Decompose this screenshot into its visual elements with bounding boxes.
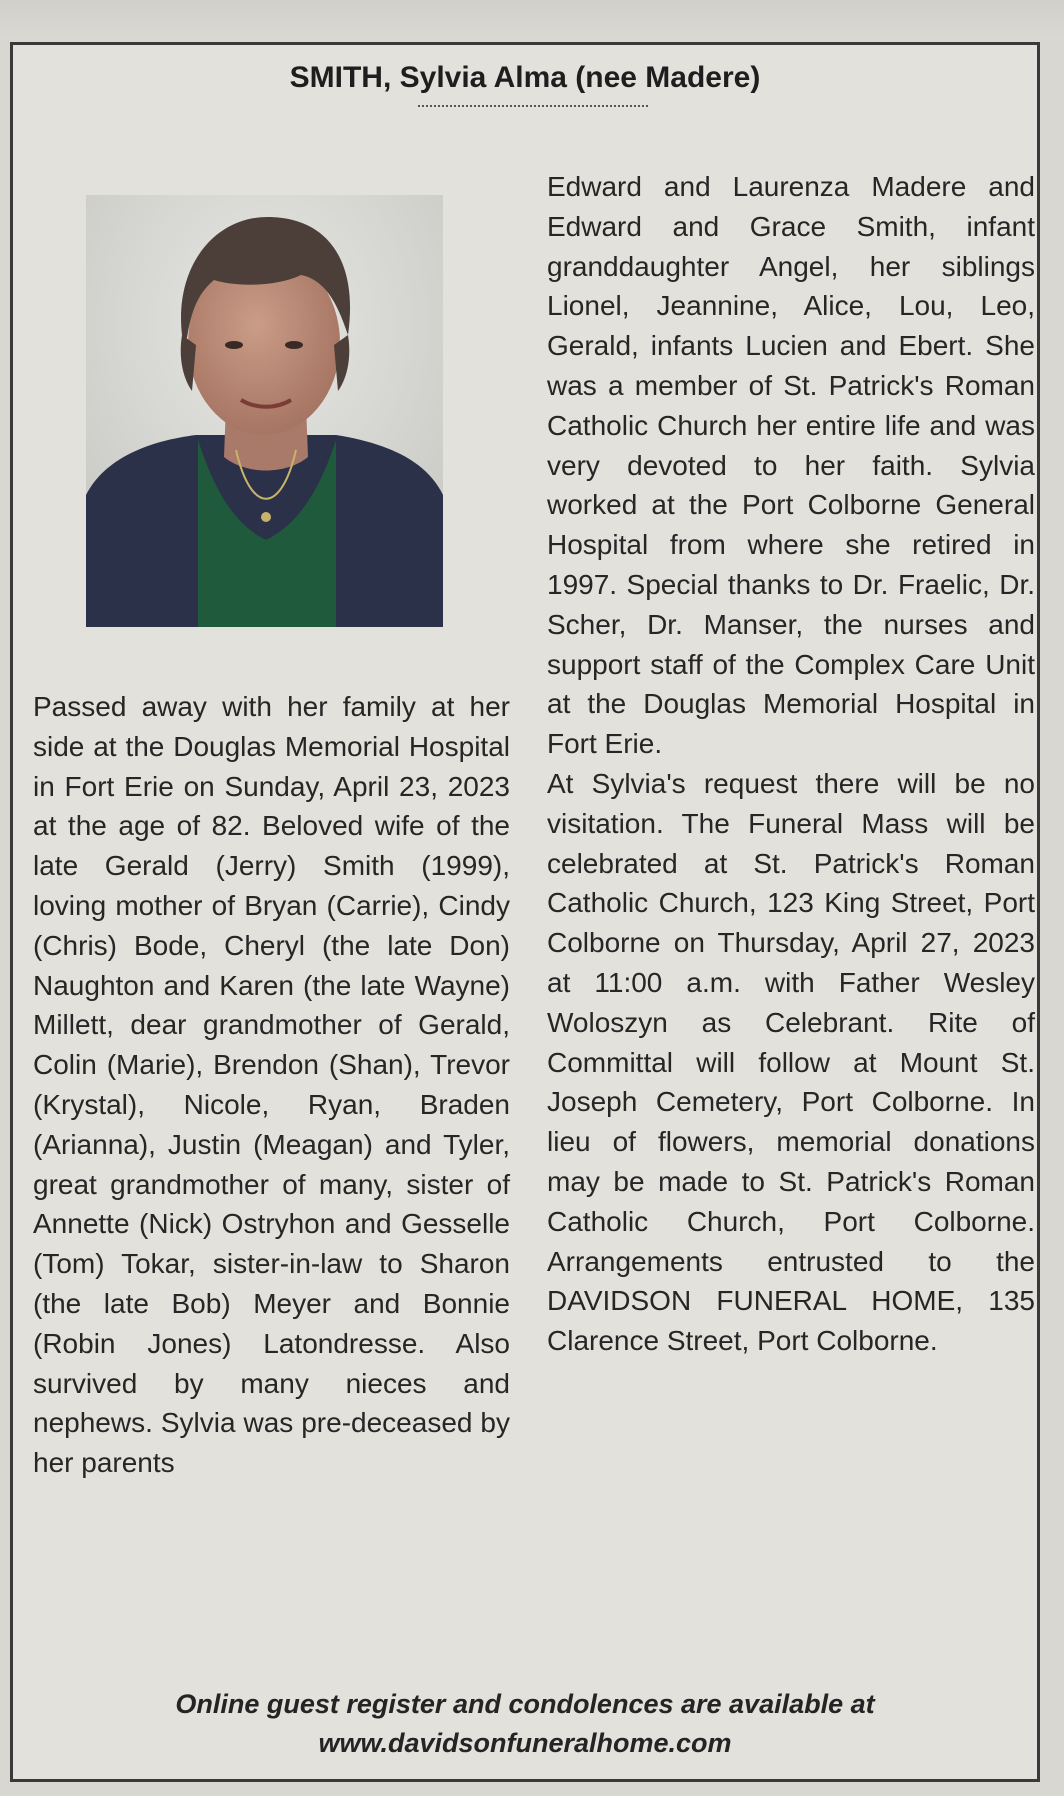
obituary-paragraph-3: At Sylvia's request there will be no visitation. The Funeral Mass will be celebrated at St. Patrick's Roman Catholic Church, 123 King Street, Port Colborne on Thursday, April 27, 2023 at 11:00 a.m. with Father Wesley Woloszyn as Celebrant. Rite of Committal will follow at Mount St. Joseph Cemetery, Port Colborne. In lieu of flowers, memorial donations may be made to St. Patrick's Roman Catholic Church, Port Colborne. Arrangements entrusted to the DAVIDSON FUNERAL HOME, 135 Clarence Street, Port Colborne. <box>547 767 1035 1357</box>
footer <box>13 1685 1037 1763</box>
obituary-paragraph-2: Edward and Laurenza Madere and Edward and Grace Smith, infant granddaughter Angel, her siblings Lionel, Jeannine, Alice, Lou, Leo, Gerald, infants Lucien and Ebert. She was a member of St. Patrick's Roman Catholic Church her entire life and was very devoted to her faith. Sylvia worked at the Port Colborne General Hospital from where she retired in 1997. Special thanks to Dr. Fraelic, Dr. Scher, Dr. Manser, the nurses and support staff of the Complex Care Unit at the Douglas Memorial Hospital in Fort Erie. <box>547 171 1035 760</box>
adjacent-page-bleed <box>0 0 1064 40</box>
obituary-notice <box>10 42 1040 1782</box>
portrait-photo <box>86 195 443 627</box>
portrait-illustration <box>86 195 443 627</box>
obituary-title: SMITH, Sylvia Alma (nee Madere) <box>289 61 761 94</box>
right-column <box>547 167 1035 1361</box>
website-link[interactable]: www.davidsonfuneralhome.com <box>318 1728 732 1758</box>
footer-note: Online guest register and condolences are available at <box>175 1689 875 1719</box>
obituary-paragraph-1: Passed away with her family at her side at the Douglas Memorial Hospital in Fort Erie on Sunday, April 23, 2023 at the age of 82. Beloved wife of the late Gerald (Jerry) Smith (1999), loving mother of Bryan (Carrie), Cindy (Chris) Bode, Cheryl (the late Don) Naughton and Karen (the late Wayne) Millett, dear grandmother of Gerald, Colin (Marie), Brendon (Shan), Trevor (Krystal), Nicole, Ryan, Braden (Arianna), Justin (Meagan) and Tyler, great grandmother of many, sister of Annette (Nick) Ostryhon and Gesselle (Tom) Tokar, sister-in-law to Sharon (the late Bob) Meyer and Bonnie (Robin Jones) Latondresse. Also survived by many nieces and nephews. Sylvia was pre-deceased by her parents <box>33 691 510 1479</box>
title-divider <box>418 105 648 107</box>
left-column <box>33 687 510 1483</box>
